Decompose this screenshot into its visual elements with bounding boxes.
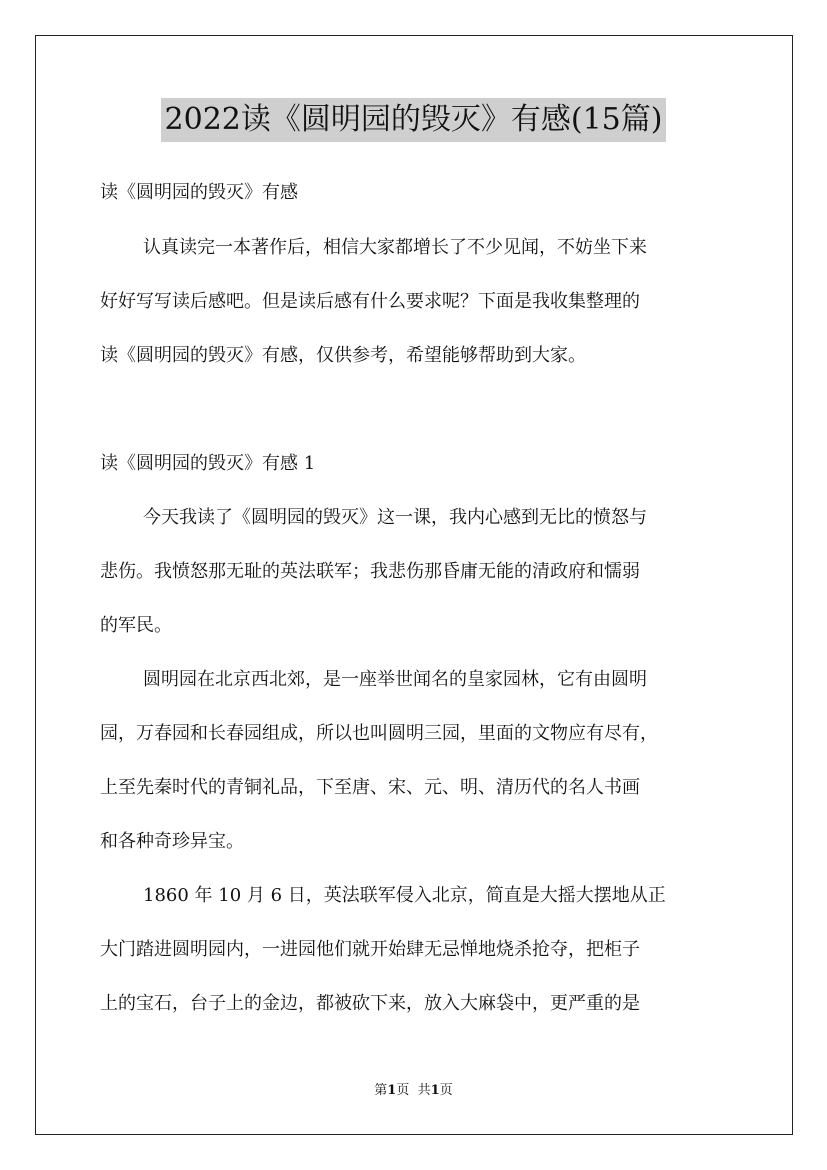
section-heading: 读《圆明园的毁灭》有感 1 [100, 453, 316, 474]
document-title: 2022读《圆明园的毁灭》有感(15篇) [161, 98, 667, 142]
title-container [0, 98, 827, 142]
body-line: 1860 年 10 月 6 日，英法联军侵入北京，简直是大摇大摆地从正 [143, 885, 666, 906]
intro-line: 好好写写读后感吧。但是读后感有什么要求呢？下面是我收集整理的 [100, 291, 640, 312]
footer-page-prefix: 第 [374, 1083, 388, 1098]
body-line: 上的宝石，台子上的金边，都被砍下来，放入大麻袋中，更严重的是 [100, 993, 640, 1014]
body-line: 园，万春园和长春园组成，所以也叫圆明三园，里面的文物应有尽有， [100, 723, 658, 744]
footer-page-number: 1 [387, 1083, 397, 1098]
body-line: 和各种奇珍异宝。 [100, 831, 244, 852]
body-line: 的军民。 [100, 615, 172, 636]
footer-total-prefix: 共 [417, 1083, 431, 1098]
subtitle: 读《圆明园的毁灭》有感 [100, 182, 298, 203]
body-line: 大门踏进圆明园内，一进园他们就开始肆无忌惮地烧杀抢夺，把柜子 [100, 939, 640, 960]
body-line: 圆明园在北京西北郊，是一座举世闻名的皇家园林，它有由圆明 [143, 669, 647, 690]
footer-total-number: 1 [430, 1083, 440, 1098]
body-line: 今天我读了《圆明园的毁灭》这一课，我内心感到无比的愤怒与 [143, 507, 647, 528]
page-footer [0, 1082, 827, 1100]
intro-line: 读《圆明园的毁灭》有感，仅供参考，希望能够帮助到大家。 [100, 345, 586, 366]
footer-page-suffix: 页 [396, 1083, 410, 1098]
body-line: 悲伤。我愤怒那无耻的英法联军；我悲伤那昏庸无能的清政府和懦弱 [100, 561, 640, 582]
body-line: 上至先秦时代的青铜礼品，下至唐、宋、元、明、清历代的名人书画 [100, 777, 640, 798]
footer-total-suffix: 页 [439, 1083, 453, 1098]
intro-line: 认真读完一本著作后，相信大家都增长了不少见闻，不妨坐下来 [143, 237, 647, 258]
